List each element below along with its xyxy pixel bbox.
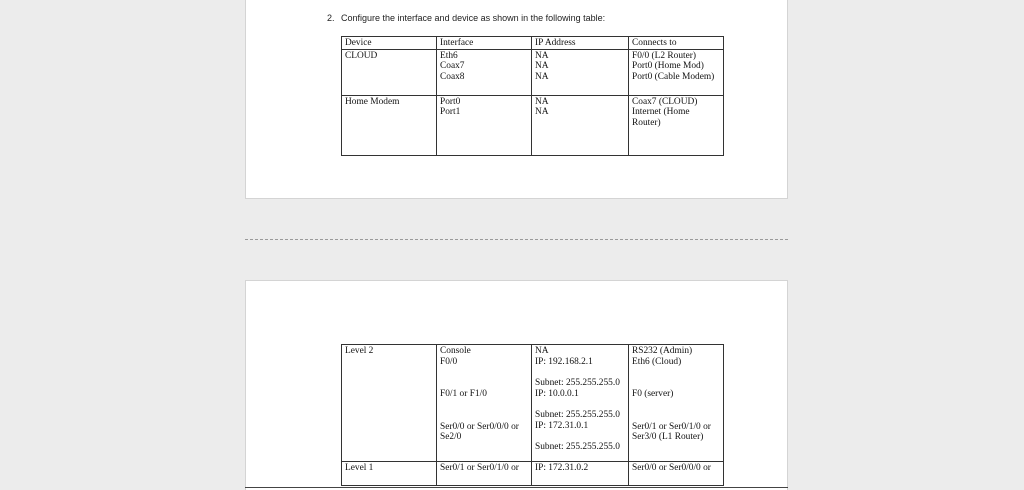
header-device: Device bbox=[342, 37, 437, 50]
ip-value: Subnet: 255.255.255.0 bbox=[535, 442, 620, 452]
connects-cell bbox=[629, 95, 724, 155]
device-cell: Level 2 bbox=[342, 345, 437, 462]
connects-value: Ser0/0 or Ser0/0/0 or bbox=[632, 463, 711, 473]
connects-value: Internet (Home Router) bbox=[632, 107, 690, 128]
connects-value: F0 (server) bbox=[632, 389, 674, 399]
ip-value: NA bbox=[535, 61, 549, 71]
interface-value: Ser0/0 or Ser0/0/0 or Se2/0 bbox=[440, 421, 519, 442]
page-bottom-rule bbox=[245, 487, 788, 488]
connects-cell bbox=[629, 345, 724, 462]
instruction-number: 2. bbox=[327, 13, 335, 23]
ip-cell bbox=[532, 462, 629, 486]
interface-value: Port1 bbox=[440, 107, 461, 117]
interface-value: Ser0/1 or Ser0/1/0 or bbox=[440, 463, 519, 473]
ip-value: NA bbox=[535, 346, 549, 356]
ip-value: NA bbox=[535, 107, 549, 117]
connects-value: Ser0/1 or Ser0/1/0 or Ser3/0 (L1 Router) bbox=[632, 421, 711, 442]
interface-cell bbox=[437, 345, 532, 462]
interface-cell bbox=[437, 49, 532, 95]
connects-cell bbox=[629, 49, 724, 95]
ip-value: IP: 172.31.0.2 bbox=[535, 463, 589, 473]
interface-value: Eth6 bbox=[440, 50, 458, 61]
ip-cell bbox=[532, 49, 629, 95]
connects-value: Coax7 (CLOUD) bbox=[632, 96, 698, 107]
instruction-text: Configure the interface and device as shown in the following table: bbox=[341, 13, 606, 23]
device-cell: Home Modem bbox=[342, 95, 437, 155]
connects-value: Eth6 (Cloud) bbox=[632, 356, 682, 367]
ip-value: Subnet: 255.255.255.0 bbox=[535, 410, 620, 420]
interface-value: F0/1 or F1/0 bbox=[440, 389, 487, 399]
connects-value: Port0 (Home Mod) bbox=[632, 61, 704, 71]
instruction-heading bbox=[327, 13, 605, 23]
ip-value: IP: 10.0.0.1 bbox=[535, 388, 579, 399]
device-config-table bbox=[341, 36, 724, 156]
interface-value: Console bbox=[440, 346, 471, 356]
ip-value: NA bbox=[535, 71, 549, 82]
interface-cell bbox=[437, 95, 532, 155]
ip-cell bbox=[532, 345, 629, 462]
table-row-level-1 bbox=[342, 462, 724, 486]
page-break-divider bbox=[245, 239, 788, 240]
header-ip-address: IP Address bbox=[532, 37, 629, 50]
interface-value: Port0 bbox=[440, 96, 461, 107]
table-row-home-modem bbox=[342, 95, 724, 155]
interface-value: Coax7 bbox=[440, 61, 465, 71]
header-connects-to: Connects to bbox=[629, 37, 724, 50]
interface-value: Coax8 bbox=[440, 71, 465, 82]
router-config-table bbox=[341, 344, 724, 486]
device-cell: Level 1 bbox=[342, 462, 437, 486]
table-header-row bbox=[342, 37, 724, 50]
header-interface: Interface bbox=[437, 37, 532, 50]
connects-cell bbox=[629, 462, 724, 486]
table-row-level-2 bbox=[342, 345, 724, 462]
connects-value: Port0 (Cable Modem) bbox=[632, 71, 715, 82]
device-cell: CLOUD bbox=[342, 49, 437, 95]
connects-value: RS232 (Admin) bbox=[632, 346, 693, 356]
table-row-cloud bbox=[342, 49, 724, 95]
ip-value: NA bbox=[535, 50, 549, 61]
connects-value: F0/0 (L2 Router) bbox=[632, 50, 697, 61]
ip-cell bbox=[532, 95, 629, 155]
interface-value: F0/0 bbox=[440, 356, 458, 367]
interface-cell bbox=[437, 462, 532, 486]
ip-value: IP: 192.168.2.1 bbox=[535, 356, 593, 367]
ip-value: IP: 172.31.0.1 bbox=[535, 420, 589, 431]
ip-value: Subnet: 255.255.255.0 bbox=[535, 378, 620, 388]
ip-value: NA bbox=[535, 96, 549, 107]
